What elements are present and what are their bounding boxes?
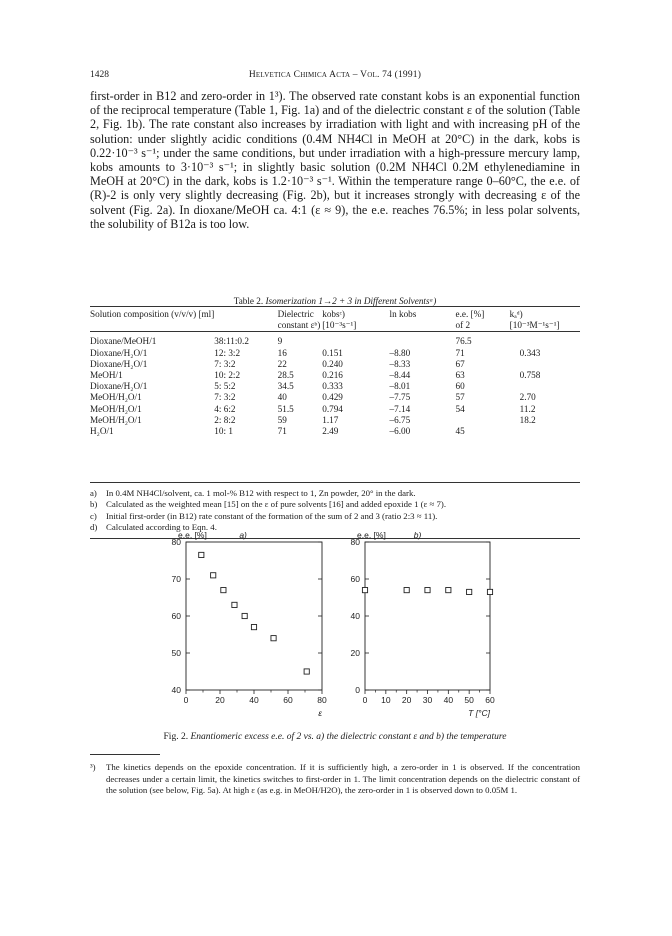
table-cell: 76.5: [455, 336, 472, 347]
table-cell: –6.75: [389, 414, 411, 425]
table-row: [90, 348, 580, 359]
y-tick-label: 60: [171, 611, 181, 621]
table-cell: –8.44: [389, 370, 411, 381]
table-cell: MeOH/H₂O/1: [90, 403, 142, 414]
data-point: [467, 589, 472, 594]
y-tick-label: 40: [350, 611, 360, 621]
y-tick-label: 80: [350, 537, 360, 547]
table-header-cell: of 2: [455, 320, 471, 331]
plot-frame: [186, 542, 322, 690]
x-tick-label: 30: [422, 695, 433, 705]
table-footnote-text: Calculated as the weighted mean [15] on the ε of pure solvents [16] and added epoxide 1 (ε ≈ 7).: [106, 499, 447, 510]
table-cell: 11.2: [519, 403, 536, 414]
table-cell: 2.49: [322, 426, 339, 437]
table-cell: [510, 381, 580, 392]
table-footnote-mark: b): [90, 499, 98, 510]
data-point: [251, 625, 256, 630]
table-cell: 51.5: [277, 403, 294, 414]
x-tick-label: 50: [464, 695, 474, 705]
table-footnote-text: In 0.4M NH4Cl/solvent, ca. 1 mol-% B12 with respect to 1, Zn powder, 20° in the dark.: [106, 488, 416, 498]
footnote-3-mark: ³): [90, 762, 96, 772]
x-tick-label: 40: [443, 695, 454, 705]
table-cell: Dioxane/H₂O/1: [90, 358, 148, 369]
x-tick-label: 20: [215, 695, 225, 705]
x-tick-label: 0: [183, 695, 189, 705]
table-cell: MeOH/1: [90, 370, 123, 381]
data-point: [446, 588, 451, 593]
table-cell: 5: 5:2: [214, 381, 236, 392]
x-tick-label: 10: [381, 695, 391, 705]
table-label: Table 2.: [233, 296, 264, 306]
table-cell: 0.343: [519, 347, 541, 358]
table-cell: Dioxane/H₂O/1: [90, 347, 148, 358]
table-cell: 1.17: [322, 414, 339, 425]
table-bottom-rule: [90, 482, 580, 483]
table-header-cell: [214, 309, 277, 320]
table-footnote: [90, 499, 580, 510]
table-header-cell: [10⁻³s⁻¹]: [322, 320, 357, 331]
table-cell: –6.00: [389, 426, 411, 437]
table-cell: 0.429: [322, 392, 343, 403]
table-cell: 2: 8:2: [214, 414, 236, 425]
y-axis-label: e.e. [%]: [357, 530, 386, 540]
table-cell: –7.75: [389, 392, 411, 403]
data-point: [487, 589, 492, 594]
table-cell: 40: [277, 392, 287, 403]
chart-panel-b: [351, 530, 495, 718]
x-tick-label: 60: [485, 695, 495, 705]
table-cell: 0.151: [322, 347, 343, 358]
table-row: [90, 426, 580, 437]
footnote-separator: [90, 754, 160, 755]
data-point: [221, 588, 226, 593]
x-axis-label: ε: [318, 708, 322, 718]
table-cell: 10: 2:2: [214, 370, 241, 381]
table-cell: 71: [277, 426, 287, 437]
table-cell: 2.70: [519, 392, 536, 403]
table-header-cell: Dielectric: [277, 309, 314, 319]
panel-label: b): [413, 530, 422, 540]
table-cell: 4: 6:2: [214, 403, 236, 414]
figure-2: [90, 528, 580, 728]
y-tick-label: 50: [171, 648, 181, 658]
table-cell: 9: [277, 336, 283, 347]
table-header-cell: [90, 320, 214, 332]
figure-label: Fig. 2.: [163, 732, 189, 742]
table-header-cell: e.e. [%]: [455, 309, 485, 319]
table-cell: 10: 1: [214, 426, 233, 437]
table-row: [90, 381, 580, 392]
data-point: [232, 602, 237, 607]
table-cell: 45: [455, 426, 465, 437]
table-footnote-mark: c): [90, 510, 97, 521]
table-header-row: [90, 320, 580, 332]
table-footnote: [90, 488, 580, 499]
table-cell: 16: [277, 347, 287, 358]
table-cell: [510, 426, 580, 437]
table-cell: 0.758: [519, 370, 541, 381]
table-cell: 54: [455, 403, 465, 414]
data-point: [199, 552, 204, 557]
table-header-cell: Solution composition (v/v/v) [ml]: [90, 309, 215, 319]
body-paragraph: first-order in B12 and zero-order in 1³). The observed rate constant kobs is an exponential function of the reciprocal temperature (Table 1, Fig. 1a) and of the dielectric constant ε of the solution (Table 2, Fig. 1b). The rate constant also increases by irradiation with light and with increasing pH of the solution: under slightly acidic conditions (0.4M NH4Cl in MeOH at 20°C) in the dark, kobs is 0.22·10⁻³ s⁻¹; under the same conditions, but under irradiation with a high-pressure mercury lamp, kobs amounts to 3·10⁻³ s⁻¹; in slightly basic solution (0.2M NH4Cl 0.2M ethylenediamine in MeOH at 20°C) in the dark, kobs is 1.2·10⁻³ s⁻¹. Within the temperature range 0–60°C, the e.e. of (R)-2 is only very slightly decreasing (Fig. 2b), but it increases strongly with decreasing ε of the solvent (Fig. 2a). In dioxane/MeOH ca. 4:1 (ε ≈ 9), the e.e. reaches 76.5%; in less polar solvents, the solubility of B12a is too low.: [90, 89, 580, 231]
y-axis-label: e.e. [%]: [178, 530, 207, 540]
table-header-cell: constant εᵇ): [277, 320, 321, 331]
table-cell: Dioxane/H₂O/1: [90, 381, 148, 392]
y-tick-label: 80: [171, 537, 181, 547]
table-row: [90, 415, 580, 426]
table-row: [90, 392, 580, 403]
panel-label: a): [239, 530, 247, 540]
table-footnotes: [90, 488, 580, 533]
table-cell: 0.216: [322, 370, 343, 381]
x-tick-label: 20: [401, 695, 412, 705]
table-top-rule: [90, 306, 580, 307]
footnote-3-text: The kinetics depends on the epoxide concentration. If it is sufficiently high, a zero-order in 1 is observed. If the concentration decreases under a certain limit, the kinetics switches to first-order in 1. The limit concentration depends on the dielectric constant of the solution (see below, Fig. 5a). At high ε (as e.g. in MeOH/H2O), the zero-order in 1 is observed down to 0.05M 1.: [106, 762, 580, 796]
table-cell: [510, 359, 580, 370]
figure-caption-text: Enantiomeric excess e.e. of 2 vs. a) the dielectric constant ε and b) the temperature: [190, 732, 507, 742]
table-row: [90, 404, 580, 415]
y-tick-label: 20: [350, 648, 360, 658]
table-cell: –7.14: [389, 403, 411, 414]
table-row: [90, 359, 580, 370]
y-tick-label: 40: [171, 685, 181, 695]
table-cell: 12: 3:2: [214, 347, 241, 358]
table-cell: 38:11:0.2: [214, 336, 249, 347]
table-cell: 0.794: [322, 403, 343, 414]
table-row: [90, 336, 580, 347]
table-footnote-mark: d): [90, 521, 98, 532]
table-cell: 0.240: [322, 358, 343, 369]
table-cell: 28.5: [277, 370, 294, 381]
table-cell: 60: [455, 381, 465, 392]
table-footnote: [90, 511, 580, 522]
table-cell: H₂O/1: [90, 426, 114, 437]
table-cell: 0.333: [322, 381, 343, 392]
table-cell: 59: [277, 414, 287, 425]
plot-frame: [365, 542, 490, 690]
table-footnote-mark: a): [90, 488, 97, 498]
table-cell: –8.01: [389, 381, 411, 392]
table-footnote-text: Initial first-order (in B12) rate constant of the formation of the sum of 2 and 3 (ratio 2:3 ≈ 11).: [106, 510, 438, 521]
x-tick-label: 0: [362, 695, 368, 705]
y-tick-label: 70: [171, 574, 181, 584]
table-header-cell: kobsᶜ): [322, 309, 345, 319]
table-cell: [390, 336, 456, 347]
data-point: [404, 588, 409, 593]
table-title: Isomerization 1→2 + 3 in Different Solventsᵃ): [265, 296, 437, 306]
data-point: [271, 636, 276, 641]
x-tick-label: 80: [317, 695, 327, 705]
table-header-cell: ln kobs: [389, 309, 417, 319]
footnote-3: [90, 762, 580, 797]
table-cell: 34.5: [277, 381, 294, 392]
table-header-cell: [390, 320, 456, 332]
data-table: [90, 309, 580, 437]
table-cell: –8.80: [389, 347, 411, 358]
table-row: [90, 370, 580, 381]
table-cell: MeOH/H₂O/1: [90, 392, 142, 403]
chart-panel-a: [172, 530, 327, 718]
figure-caption: [90, 732, 580, 742]
table-cell: [510, 336, 580, 347]
table-header-cell: [10⁻³M⁻¹s⁻¹]: [509, 320, 560, 331]
y-tick-label: 0: [355, 685, 360, 695]
data-point: [242, 613, 247, 618]
table-cell: 57: [455, 392, 465, 403]
table-cell: 7: 3:2: [214, 392, 236, 403]
table-cell: 7: 3:2: [214, 358, 236, 369]
table-cell: 63: [455, 370, 465, 381]
table-cell: 22: [277, 358, 287, 369]
data-point: [304, 669, 309, 674]
table-header-cell: [214, 320, 277, 332]
table-cell: –8.33: [389, 358, 411, 369]
data-point: [211, 573, 216, 578]
table-cell: 67: [455, 358, 465, 369]
table-cell: [456, 415, 510, 426]
table-cell: Dioxane/MeOH/1: [90, 336, 157, 347]
running-header: [90, 70, 580, 84]
x-axis-label: T [°C]: [468, 708, 490, 718]
x-tick-label: 40: [249, 695, 259, 705]
x-tick-label: 60: [283, 695, 293, 705]
data-point: [362, 588, 367, 593]
y-tick-label: 60: [350, 574, 360, 584]
table-footnote-text: Calculated according to Eqn. 4.: [106, 521, 217, 532]
table-header-cell: kₐᵈ): [509, 309, 523, 319]
table-header-row: [90, 309, 580, 320]
table-cell: MeOH/H₂O/1: [90, 414, 142, 425]
table-cell: 71: [455, 347, 465, 358]
data-point: [425, 588, 430, 593]
table-caption: [90, 296, 580, 306]
journal-title: Helvetica Chimica Acta – Vol. 74 (1991): [248, 70, 422, 80]
page-number: 1428: [90, 70, 109, 80]
table-cell: 18.2: [519, 414, 536, 425]
table-cell: [322, 336, 389, 347]
